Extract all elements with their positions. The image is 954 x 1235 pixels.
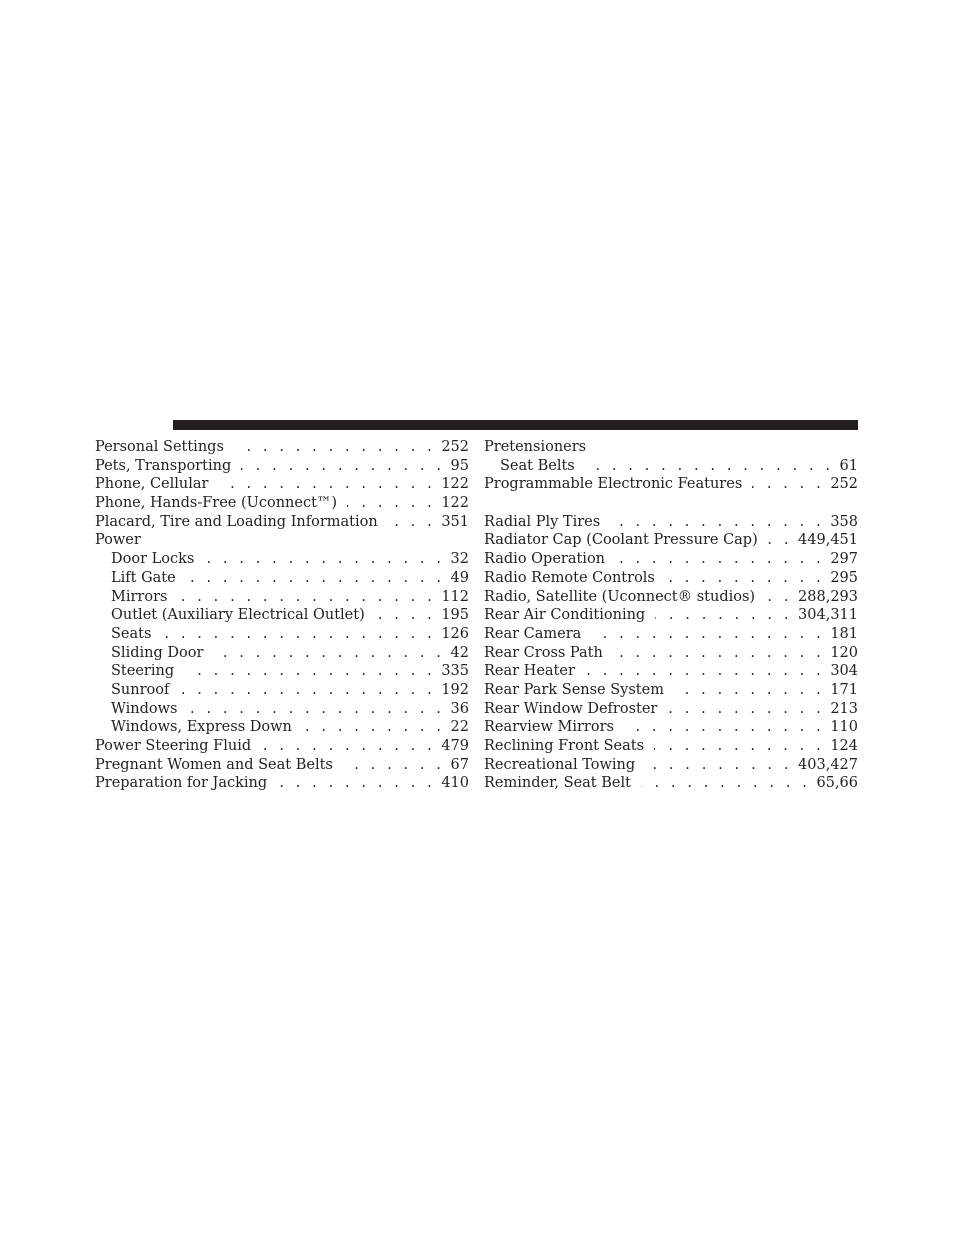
dot-leader bbox=[645, 756, 792, 775]
index-term: Radio Operation bbox=[484, 551, 606, 568]
index-entry bbox=[484, 475, 858, 494]
index-term: Rear Heater bbox=[484, 663, 575, 680]
dot-leader bbox=[241, 457, 444, 476]
dot-leader bbox=[654, 737, 824, 756]
index-term: Lift Gate bbox=[111, 569, 176, 586]
index-subentry bbox=[95, 569, 469, 588]
index-term: Rearview Mirrors bbox=[484, 719, 614, 736]
index-term: Sliding Door bbox=[111, 644, 204, 661]
index-entry bbox=[484, 774, 858, 793]
index-term: Windows, Express Down bbox=[111, 719, 292, 736]
index-subentry bbox=[95, 625, 469, 644]
dot-leader bbox=[179, 681, 435, 700]
dot-leader bbox=[624, 718, 824, 737]
page-number: 335 bbox=[441, 663, 469, 680]
dot-leader bbox=[188, 700, 445, 719]
index-entry bbox=[95, 774, 469, 793]
dot-leader bbox=[213, 644, 444, 663]
index-subentry bbox=[95, 718, 469, 737]
index-term: Seats bbox=[111, 625, 152, 642]
index-term: Power bbox=[95, 532, 141, 549]
index-term: Placard, Tire and Loading Information bbox=[95, 513, 378, 530]
dot-leader bbox=[765, 588, 792, 607]
index-entry bbox=[95, 756, 469, 775]
index-entry bbox=[484, 531, 858, 550]
index-term: Seat Belts bbox=[500, 457, 575, 474]
index-term: Pregnant Women and Seat Belts bbox=[95, 756, 333, 773]
page-number: 65,66 bbox=[816, 775, 858, 792]
index-entry bbox=[484, 644, 858, 663]
dot-leader bbox=[302, 718, 445, 737]
index-term: Power Steering Fluid bbox=[95, 738, 252, 754]
index-term: Steering bbox=[111, 663, 175, 680]
page-number: 304,311 bbox=[798, 607, 858, 624]
page-number: 61 bbox=[839, 457, 858, 474]
page-number: 124 bbox=[830, 738, 858, 754]
dot-leader bbox=[585, 662, 824, 681]
page-number: 351 bbox=[441, 513, 469, 530]
index-subentry bbox=[95, 606, 469, 625]
dot-leader bbox=[343, 756, 445, 775]
page-number: 358 bbox=[830, 513, 858, 530]
index-term: Rear Cross Path bbox=[484, 644, 603, 661]
index-spacer bbox=[484, 494, 858, 513]
index-entry bbox=[484, 625, 858, 644]
index-subentry bbox=[95, 644, 469, 663]
index-entry bbox=[95, 475, 469, 494]
index-term: Radiator Cap (Coolant Pressure Cap) bbox=[484, 532, 758, 549]
index-entry bbox=[95, 457, 469, 476]
index-entry bbox=[484, 513, 858, 532]
index-term: Rear Air Conditioning bbox=[484, 607, 646, 624]
header-rule bbox=[173, 420, 858, 430]
index-subentry bbox=[95, 588, 469, 607]
index-entry bbox=[95, 494, 469, 513]
index-entry bbox=[484, 569, 858, 588]
dot-leader bbox=[375, 606, 436, 625]
dot-leader bbox=[610, 513, 824, 532]
dot-leader bbox=[177, 588, 435, 607]
dot-leader bbox=[613, 644, 824, 663]
index-subentry bbox=[95, 550, 469, 569]
index-entry bbox=[484, 700, 858, 719]
index-term: Door Locks bbox=[111, 551, 195, 568]
page-number: 42 bbox=[450, 644, 469, 661]
index-term: Radial Ply Tires bbox=[484, 513, 601, 530]
page-number: 67 bbox=[450, 756, 469, 773]
dot-leader bbox=[234, 438, 435, 457]
dot-leader bbox=[186, 569, 445, 588]
dot-leader bbox=[161, 625, 435, 644]
index-entry bbox=[484, 756, 858, 775]
page-number: 49 bbox=[450, 569, 469, 586]
index-entry bbox=[484, 438, 858, 457]
page-number: 112 bbox=[441, 588, 469, 605]
index-entry bbox=[484, 681, 858, 700]
index-term: Windows bbox=[111, 700, 178, 717]
page-number: 95 bbox=[450, 457, 469, 474]
dot-leader bbox=[591, 625, 824, 644]
dot-leader bbox=[261, 737, 435, 756]
page-number: 403,427 bbox=[798, 756, 858, 773]
index-term: Pretensioners bbox=[484, 439, 587, 455]
index-entry bbox=[484, 550, 858, 569]
index-term: Pets, Transporting bbox=[95, 457, 232, 474]
index-subentry bbox=[95, 662, 469, 681]
page-number: 479 bbox=[441, 738, 469, 754]
page-number: 410 bbox=[441, 775, 469, 792]
index-term: Rear Camera bbox=[484, 625, 582, 642]
page-number: 110 bbox=[830, 719, 858, 736]
dot-leader bbox=[674, 681, 824, 700]
index-term: Recreational Towing bbox=[484, 756, 636, 773]
page-number: 304 bbox=[830, 663, 858, 680]
dot-leader bbox=[615, 550, 824, 569]
dot-leader bbox=[204, 550, 444, 569]
page-number: 126 bbox=[441, 625, 469, 642]
index-entry bbox=[484, 606, 858, 625]
index-term: Phone, Cellular bbox=[95, 476, 209, 493]
dot-leader bbox=[665, 569, 824, 588]
index-subentry bbox=[484, 457, 858, 476]
page-number: 195 bbox=[441, 607, 469, 624]
index-column-right bbox=[484, 438, 858, 793]
dot-leader bbox=[655, 606, 792, 625]
page-number: 36 bbox=[450, 700, 469, 717]
index-term: Reclining Front Seats bbox=[484, 738, 645, 754]
index-entry bbox=[95, 531, 469, 550]
index-term: Programmable Electronic Features bbox=[484, 476, 743, 493]
page-number: 192 bbox=[441, 681, 469, 698]
page-number: 32 bbox=[450, 551, 469, 568]
index-column-left bbox=[95, 438, 469, 793]
dot-leader bbox=[641, 774, 811, 793]
dot-leader bbox=[752, 475, 824, 494]
page-number: 295 bbox=[830, 569, 858, 586]
index-term: Personal Settings bbox=[95, 439, 224, 455]
page-number: 120 bbox=[830, 644, 858, 661]
page-number: 122 bbox=[441, 476, 469, 493]
index-entry bbox=[95, 513, 469, 532]
page-number: 297 bbox=[830, 551, 858, 568]
index-entry bbox=[484, 737, 858, 756]
index-term: Rear Park Sense System bbox=[484, 681, 664, 698]
dot-leader bbox=[388, 513, 436, 532]
page-number: 449,451 bbox=[798, 532, 858, 549]
page-number: 22 bbox=[450, 719, 469, 736]
index-term: Preparation for Jacking bbox=[95, 775, 268, 792]
dot-leader bbox=[667, 700, 824, 719]
page-number: 213 bbox=[830, 700, 858, 717]
index-entry bbox=[484, 588, 858, 607]
page-number: 171 bbox=[830, 681, 858, 698]
index-entry bbox=[484, 718, 858, 737]
dot-leader bbox=[277, 774, 435, 793]
index-subentry bbox=[95, 700, 469, 719]
dot-leader bbox=[585, 457, 834, 476]
dot-leader bbox=[184, 662, 435, 681]
index-entry bbox=[95, 737, 469, 756]
page-number: 252 bbox=[830, 476, 858, 493]
index-term: Sunroof bbox=[111, 681, 170, 698]
page-number: 288,293 bbox=[798, 588, 858, 605]
index-term: Phone, Hands-Free (Uconnect™) bbox=[95, 495, 338, 512]
page-number: 181 bbox=[830, 625, 858, 642]
index-term: Rear Window Defroster bbox=[484, 700, 658, 717]
index-term: Reminder, Seat Belt bbox=[484, 775, 631, 792]
index-term: Radio, Satellite (Uconnect® studios) bbox=[484, 588, 756, 605]
dot-leader bbox=[347, 494, 435, 513]
index-subentry bbox=[95, 681, 469, 700]
page-number: 252 bbox=[441, 439, 469, 455]
dot-leader bbox=[218, 475, 435, 494]
page-number: 122 bbox=[441, 495, 469, 512]
index-entry bbox=[95, 438, 469, 457]
index-term: Outlet (Auxiliary Electrical Outlet) bbox=[111, 607, 365, 624]
index-entry bbox=[484, 662, 858, 681]
index-term: Radio Remote Controls bbox=[484, 569, 655, 586]
dot-leader bbox=[768, 531, 792, 550]
index-term: Mirrors bbox=[111, 588, 168, 605]
